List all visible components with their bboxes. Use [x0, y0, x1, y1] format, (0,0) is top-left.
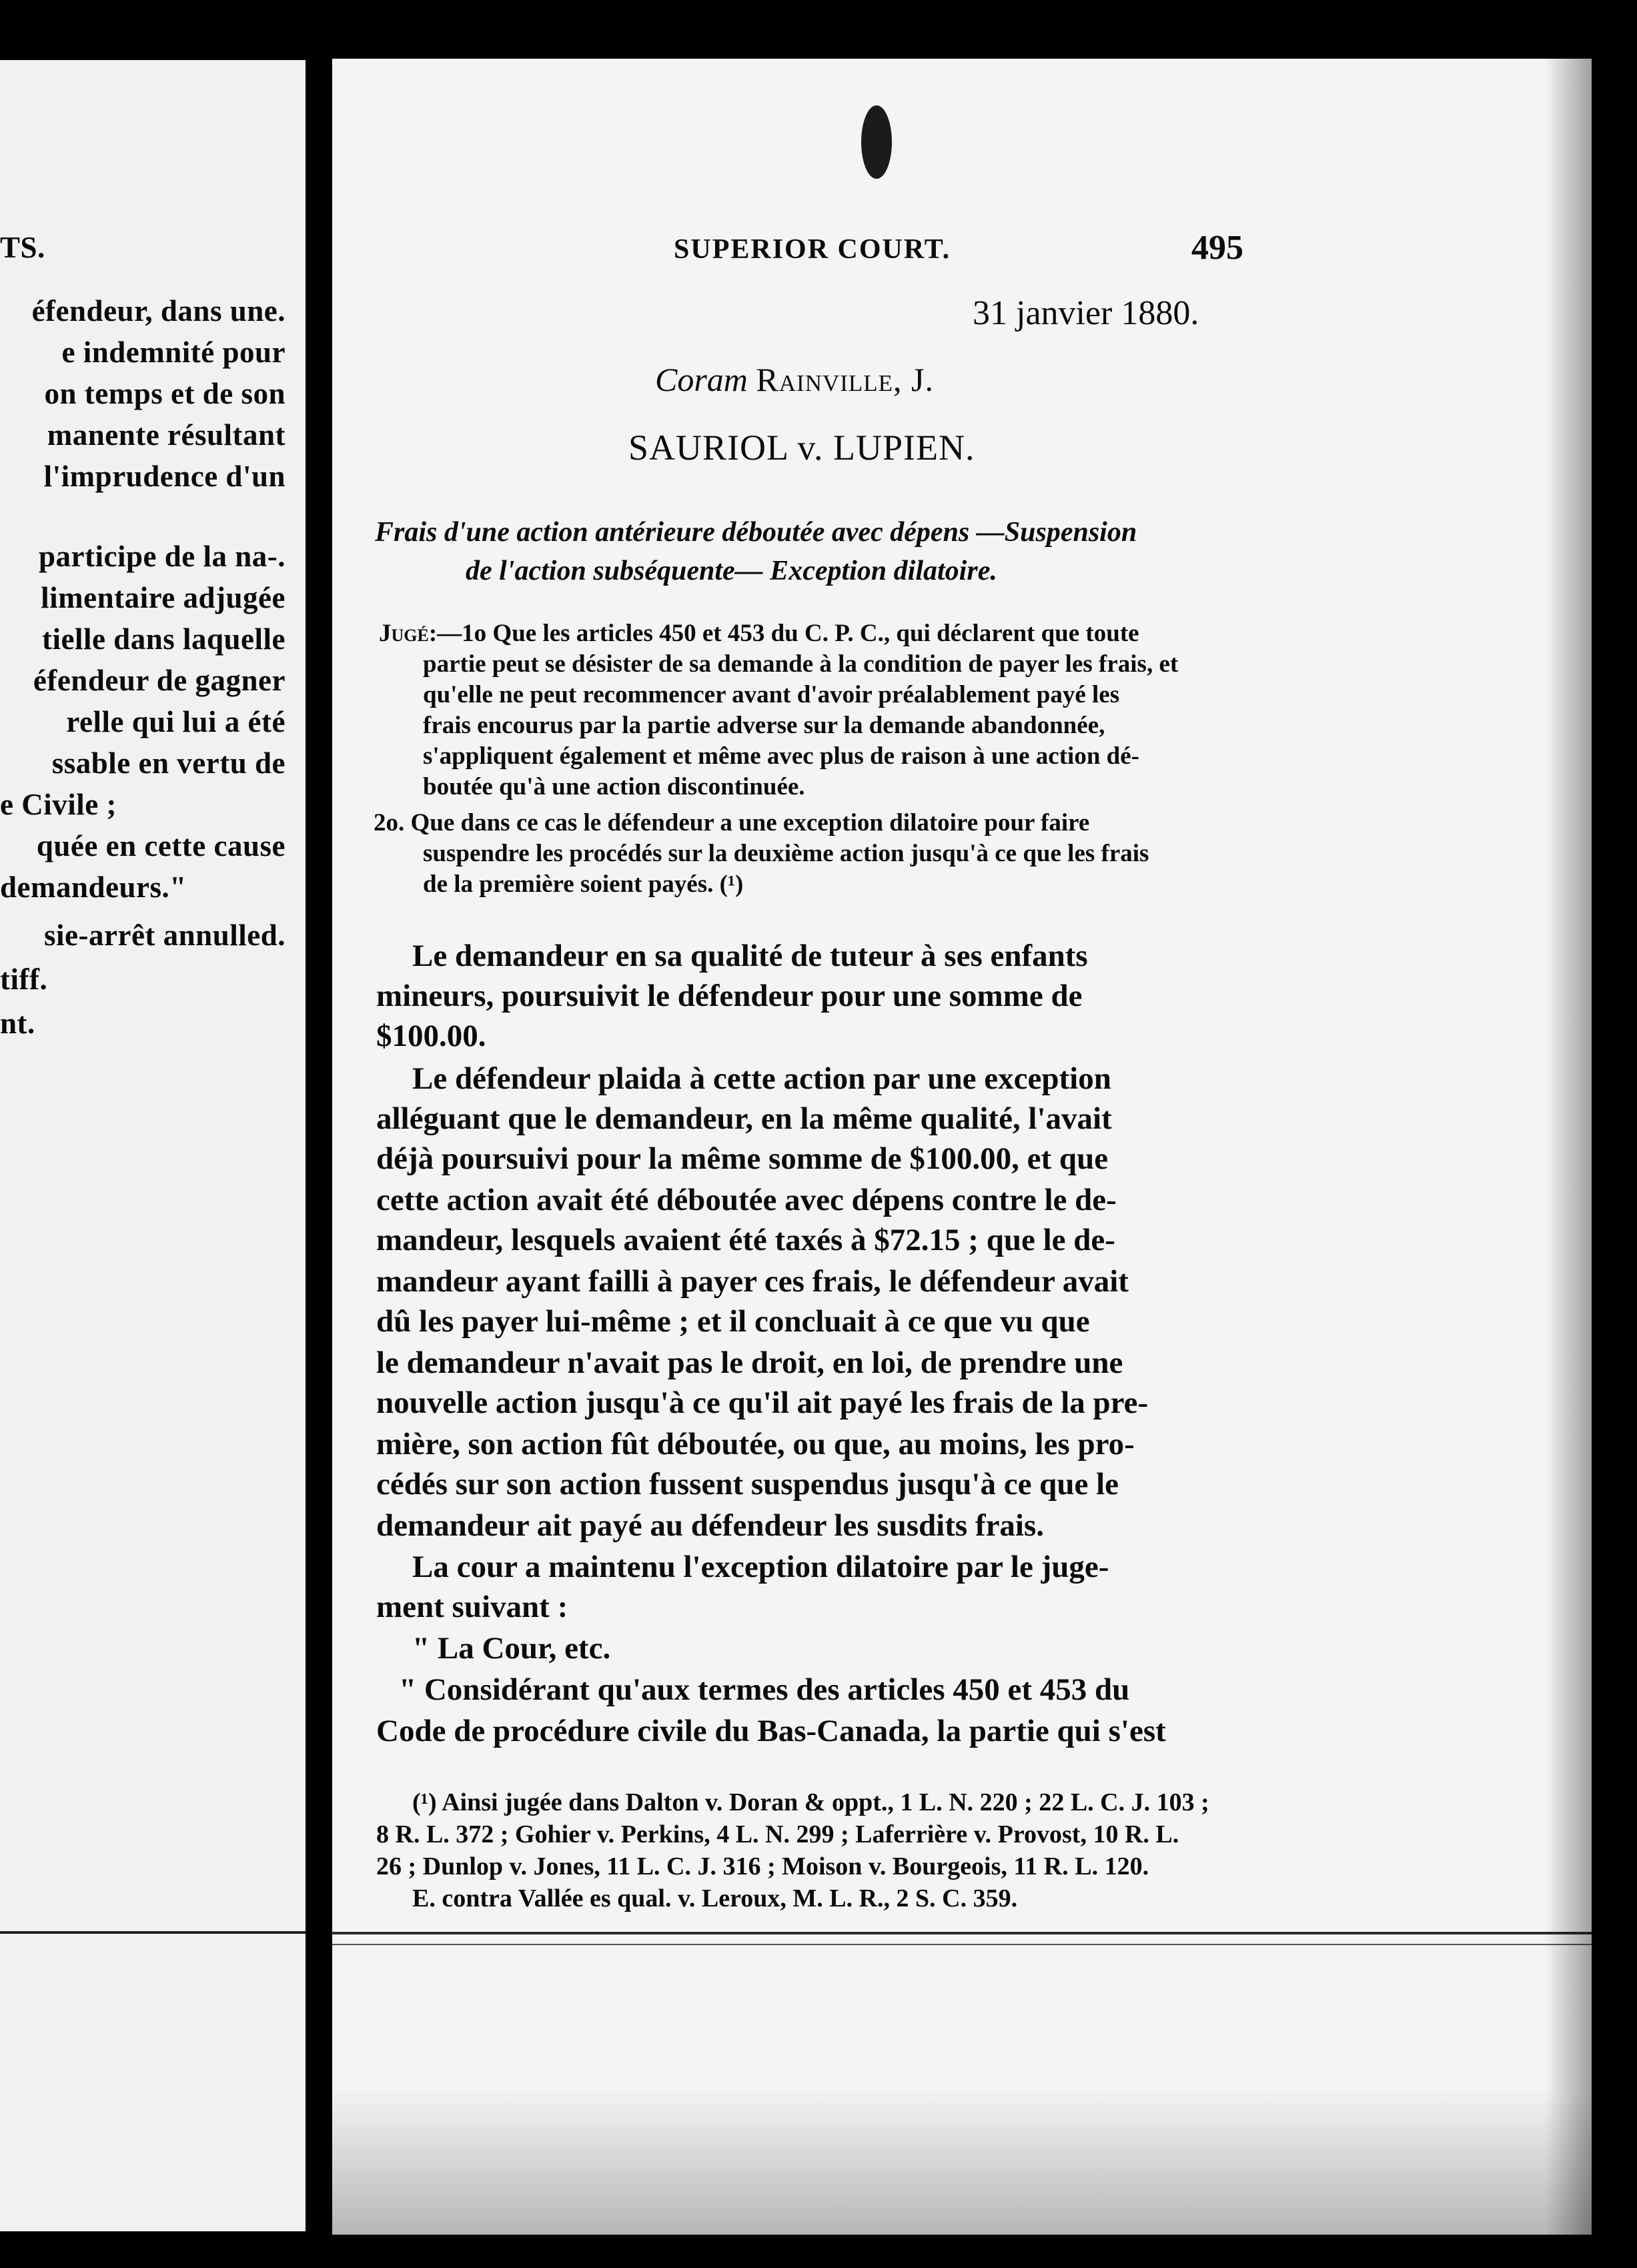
- footnote-line: 8 R. L. 372 ; Gohier v. Perkins, 4 L. N. 299 ; Laferrière v. Provost, 10 R. L.: [376, 1820, 1179, 1848]
- prev-line: manente résultant: [47, 418, 286, 452]
- book-gutter: [306, 0, 332, 2268]
- summary-line: de l'action subséquente— Exception dilatoire.: [466, 556, 997, 586]
- case-title: SAURIOL v. LUPIEN.: [628, 428, 975, 468]
- prev-line: quée en cette cause: [36, 829, 286, 863]
- held-text: :—1o Que les articles 450 et 453 du C. P. C., qui déclarent que toute: [428, 620, 1139, 647]
- body-line: Le demandeur en sa qualité de tuteur à ses enfants: [412, 939, 1088, 973]
- prev-line: ssable en vertu de: [51, 746, 286, 780]
- prev-line: e Civile ;: [0, 788, 117, 821]
- body-line: Code de procédure civile du Bas-Canada, la partie qui s'est: [376, 1714, 1166, 1748]
- body-line: " La Cour, etc.: [412, 1631, 611, 1666]
- prev-line: limentaire adjugée: [41, 581, 286, 614]
- body-line: mière, son action fût déboutée, ou que, au moins, les pro-: [376, 1427, 1135, 1462]
- page-edge-shadow: [1545, 59, 1592, 2235]
- held-line: s'appliquent également et même avec plus de raison à une action dé-: [423, 742, 1139, 770]
- page-number: 495: [1191, 229, 1243, 267]
- prev-line: tielle dans laquelle: [41, 622, 286, 656]
- body-line: " Considérant qu'aux termes des articles 450 et 453 du: [399, 1672, 1130, 1707]
- decision-date: 31 janvier 1880.: [973, 294, 1199, 332]
- body-line: mandeur, lesquels avaient été taxés à $72.15 ; que le de-: [376, 1223, 1115, 1257]
- ink-blot: [861, 105, 892, 179]
- summary-line: Frais d'une action antérieure déboutée avec dépens —Suspension: [375, 517, 1137, 548]
- coram-line: [655, 360, 934, 399]
- footnote-line: 26 ; Dunlop v. Jones, 11 L. C. J. 316 ; Moison v. Bourgeois, 11 R. L. 120.: [376, 1852, 1149, 1880]
- held-line: qu'elle ne peut recommencer avant d'avoir préalablement payé les: [423, 681, 1120, 708]
- body-line: Le défendeur plaida à cette action par une exception: [412, 1061, 1111, 1096]
- page-bottom-shadow: [332, 2088, 1592, 2235]
- prev-line: éfendeur, dans une.: [31, 294, 286, 328]
- held-line: frais encourus par la partie adverse sur la demande abandonnée,: [423, 712, 1105, 739]
- page-rule-thin: [332, 1944, 1592, 1945]
- body-line: nouvelle action jusqu'à ce qu'il ait payé les frais de la pre-: [376, 1385, 1149, 1420]
- coram-word: Coram: [655, 361, 748, 398]
- held-line: 2o. Que dans ce cas le défendeur a une exception dilatoire pour faire: [374, 809, 1090, 836]
- body-line: cédés sur son action fussent suspendus jusqu'à ce que le: [376, 1467, 1119, 1502]
- body-line: cette action avait été déboutée avec dépens contre le de-: [376, 1183, 1117, 1217]
- judge-name: Rainville, J.: [756, 361, 935, 398]
- running-head: SUPERIOR COURT.: [674, 234, 951, 265]
- scanned-page-495: [332, 59, 1592, 2235]
- body-line: alléguant que le demandeur, en la même qualité, l'avait: [376, 1101, 1112, 1136]
- held-line: de la première soient payés. (¹): [423, 871, 744, 898]
- prev-line: éfendeur de gagner: [33, 664, 286, 697]
- prev-line: e indemnité pour: [61, 336, 286, 369]
- prev-line: on temps et de son: [44, 377, 286, 410]
- prev-line: participe de la na-.: [39, 540, 286, 573]
- body-line: déjà poursuivi pour la même somme de $100.00, et que: [376, 1141, 1109, 1176]
- held-label: Jugé: [379, 620, 429, 647]
- held-line: partie peut se désister de sa demande à la condition de payer les frais, et: [423, 650, 1179, 678]
- body-line: dû les payer lui-même ; et il concluait à ce que vu que: [376, 1304, 1090, 1339]
- prev-page-rule: [0, 1931, 306, 1934]
- previous-page-fragment: [0, 60, 306, 2231]
- held-line: boutée qu'à une action discontinuée.: [423, 773, 805, 800]
- body-line: La cour a maintenu l'exception dilatoire par le juge-: [412, 1550, 1109, 1584]
- prev-line: demandeurs.": [0, 871, 187, 904]
- body-line: ment suivant :: [376, 1590, 568, 1624]
- prev-line: TS.: [0, 231, 45, 264]
- held-line-first: [379, 619, 1139, 648]
- footnote-line: (¹) Ainsi jugée dans Dalton v. Doran & oppt., 1 L. N. 220 ; 22 L. C. J. 103 ;: [412, 1788, 1209, 1816]
- footnote-line: E. contra Vallée es qual. v. Leroux, M. L. R., 2 S. C. 359.: [412, 1884, 1018, 1912]
- body-line: mineurs, poursuivit le défendeur pour une somme de: [376, 979, 1083, 1013]
- body-line: mandeur ayant failli à payer ces frais, le défendeur avait: [376, 1264, 1129, 1299]
- prev-line: nt.: [0, 1007, 35, 1040]
- prev-line: l'imprudence d'un: [43, 460, 286, 493]
- prev-line: tiff.: [0, 963, 48, 996]
- body-line: le demandeur n'avait pas le droit, en loi, de prendre une: [376, 1345, 1123, 1380]
- body-line: $100.00.: [376, 1019, 486, 1053]
- prev-line: relle qui lui a été: [66, 705, 286, 738]
- held-line: suspendre les procédés sur la deuxième action jusqu'à ce que les frais: [423, 840, 1149, 867]
- page-rule: [332, 1932, 1592, 1934]
- prev-line: sie-arrêt annulled.: [44, 919, 286, 952]
- body-line: demandeur ait payé au défendeur les susdits frais.: [376, 1508, 1045, 1543]
